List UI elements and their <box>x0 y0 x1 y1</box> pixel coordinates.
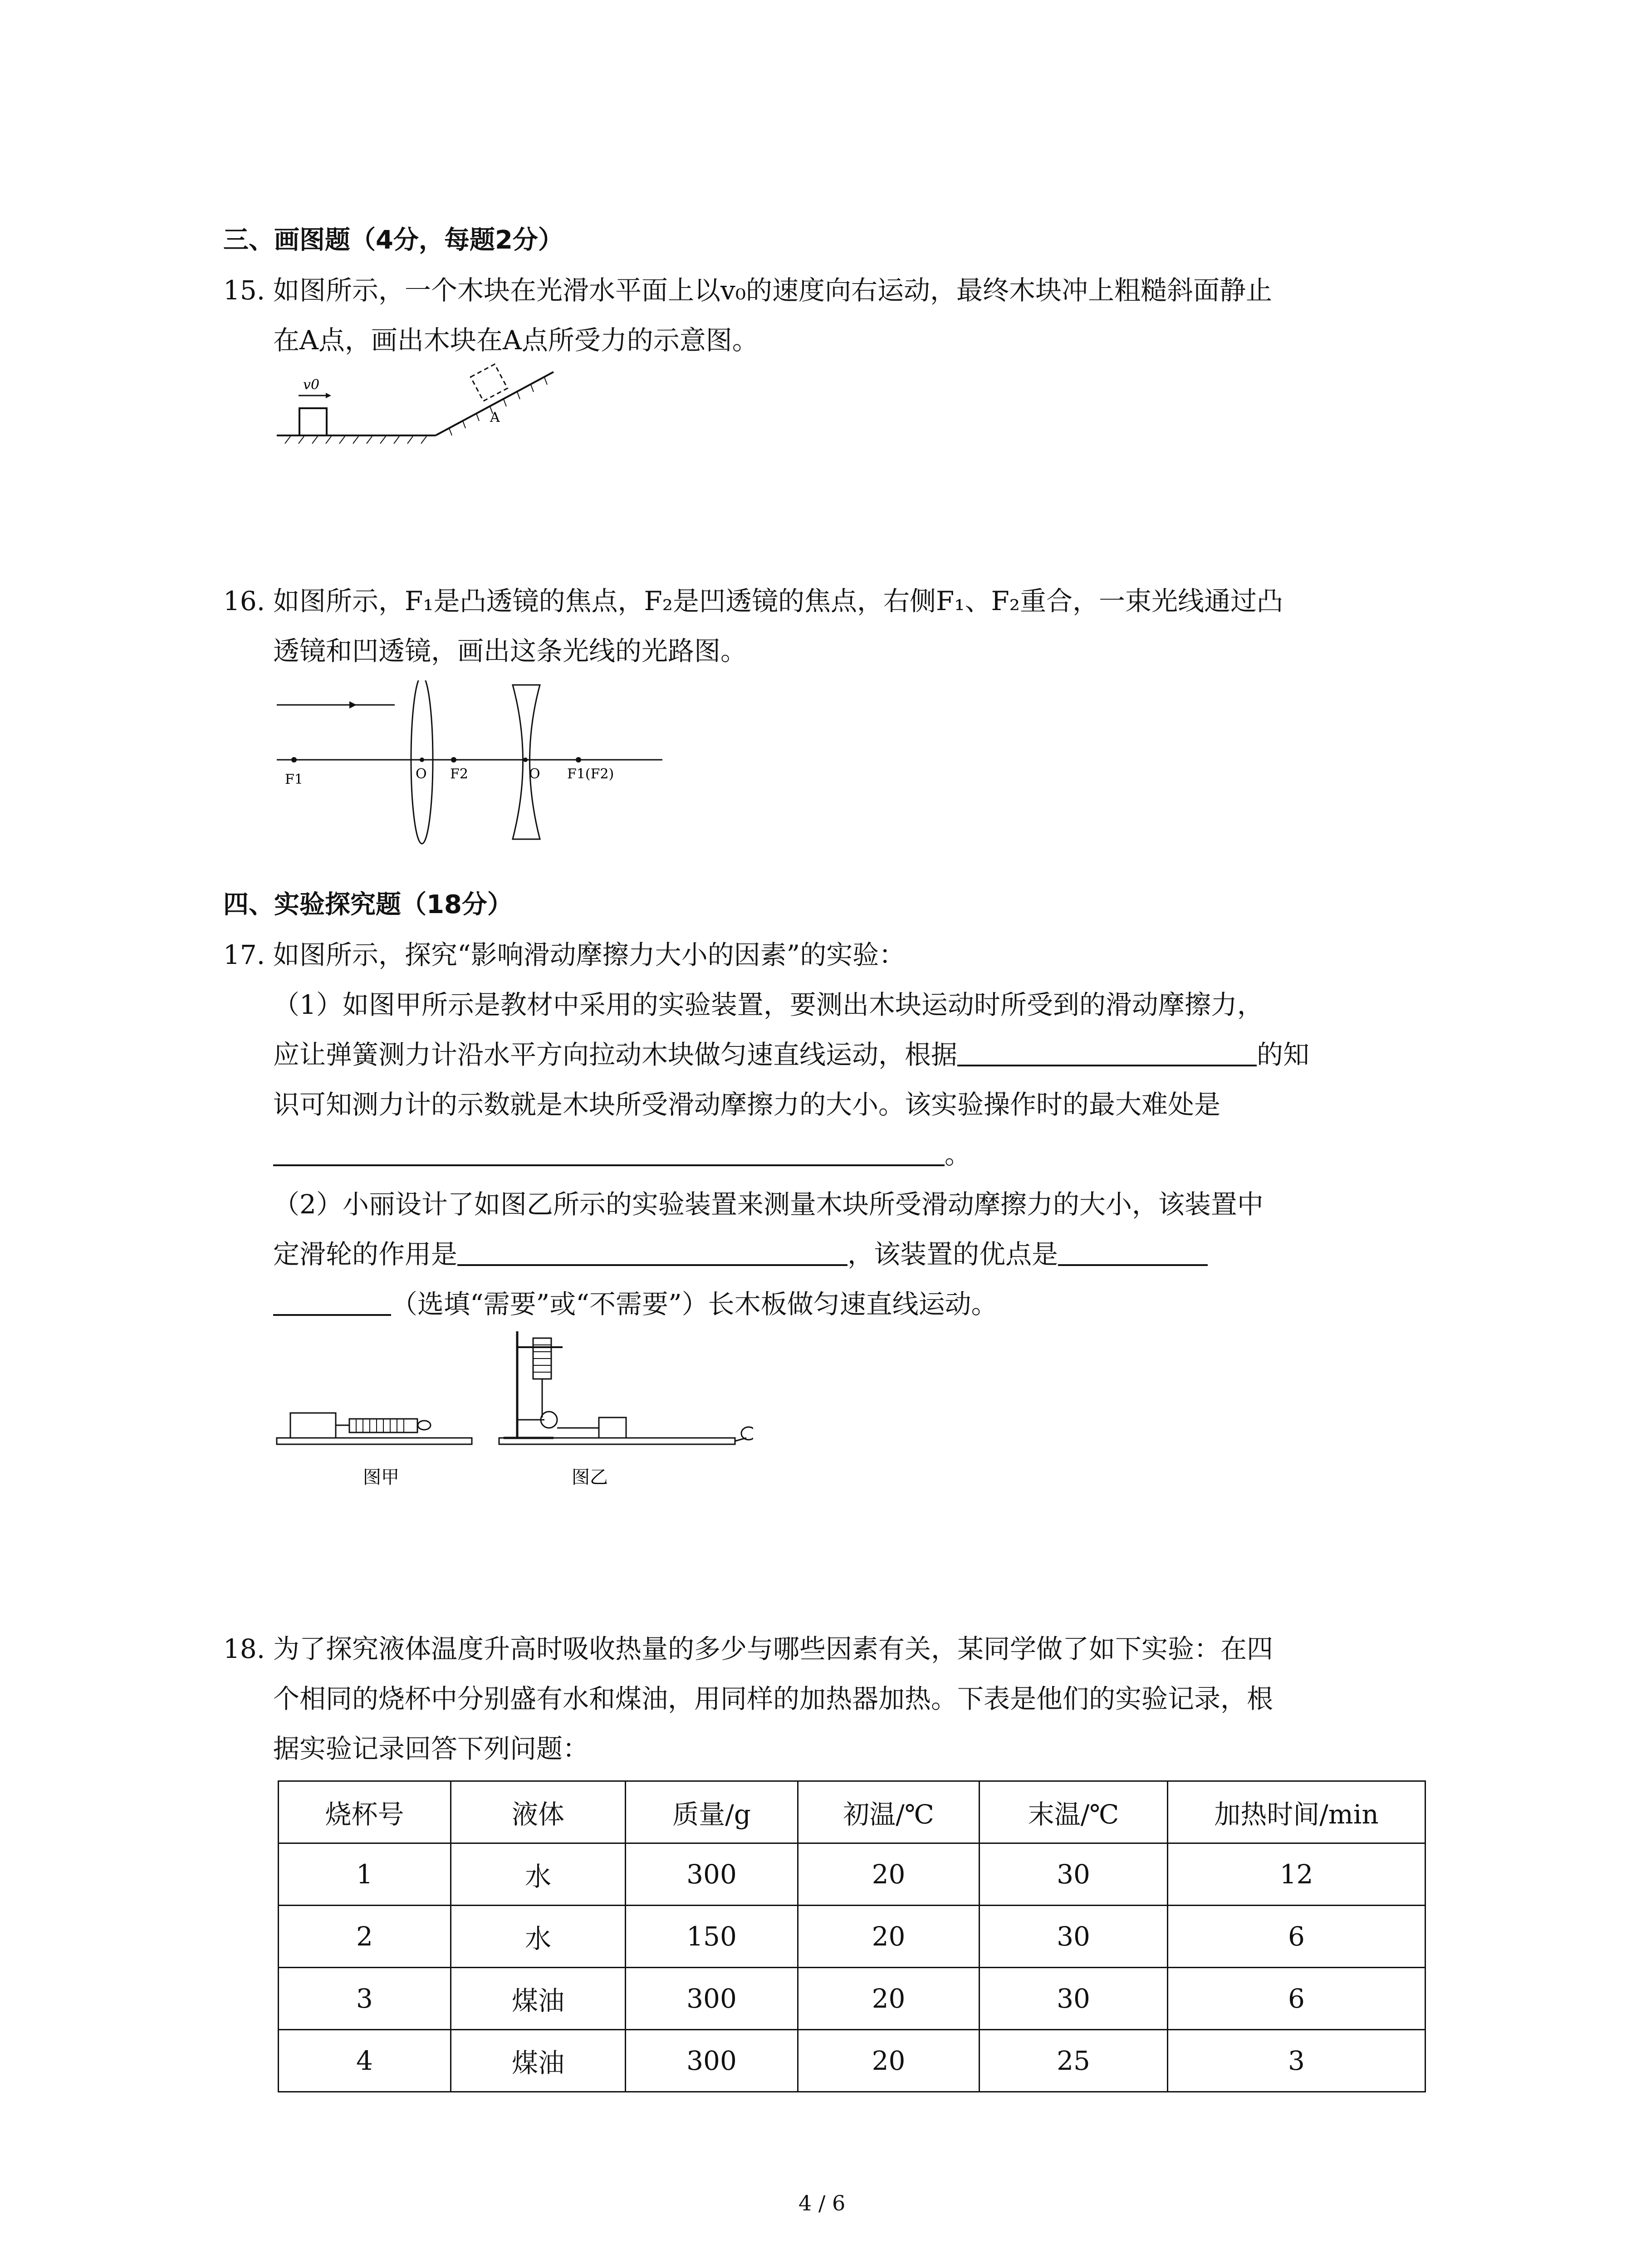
table-cell: 煤油 <box>451 2030 626 2092</box>
question-text-line: 识可知测力计的示数就是木块所受滑动摩擦力的大小。该实验操作时的最大难处是 <box>273 1089 1221 1120</box>
f1f2-label: F1(F2) <box>567 766 614 782</box>
column-header: 初温/℃ <box>798 1781 980 1843</box>
lens-diagram <box>272 680 681 853</box>
text-segment: 定滑轮的作用是 <box>273 1239 458 1270</box>
question-text-line: 如图所示，F₁是凸透镜的焦点，F₂是凹透镜的焦点，右侧F₁、F₂重合，一束光线通过凸 <box>273 586 1283 616</box>
table-cell: 水 <box>451 1843 626 1906</box>
table-cell: 水 <box>451 1906 626 1968</box>
table-cell: 4 <box>279 2030 451 2092</box>
table-cell: 12 <box>1168 1843 1425 1906</box>
table-cell: 6 <box>1168 1906 1425 1968</box>
block <box>299 408 327 435</box>
question-number: 16. <box>223 586 265 616</box>
point-a-label: A <box>490 410 500 425</box>
table-cell: 3 <box>279 1968 451 2030</box>
figure-yi <box>499 1331 753 1488</box>
answer-blank[interactable] <box>457 1239 847 1266</box>
o2-label: O <box>529 766 540 782</box>
figure-yi-caption: 图乙 <box>572 1467 608 1488</box>
table-cell: 20 <box>798 2030 980 2092</box>
question-text-line: 如图所示，一个木块在光滑水平面上以v₀的速度向右运动，最终木块冲上粗糙斜面静止 <box>273 275 1273 306</box>
question-text-line: 据实验记录回答下列问题： <box>273 1733 589 1764</box>
text-segment: 的知 <box>1257 1039 1310 1070</box>
ground-hatch <box>285 436 426 444</box>
board <box>277 1438 472 1444</box>
figure-jia-caption: 图甲 <box>363 1467 399 1488</box>
table-cell: 300 <box>626 1843 798 1906</box>
figure-jia <box>277 1413 472 1488</box>
column-header: 液体 <box>451 1781 626 1843</box>
question-text-line <box>273 1229 1208 1279</box>
table-cell: 1 <box>279 1843 451 1906</box>
question-text-line: 如图所示，探究“影响滑动摩擦力大小的因素”的实验： <box>273 939 906 970</box>
table-cell: 30 <box>980 1968 1168 2030</box>
table-cell: 30 <box>980 1843 1168 1906</box>
table-row <box>279 1968 1425 2030</box>
table-cell: 2 <box>279 1906 451 1968</box>
concave-lens <box>513 685 540 839</box>
dashed-block <box>470 364 507 401</box>
question-text-line: （1）如图甲所示是教材中采用的实验装置，要测出木块运动时所受到的滑动摩擦力， <box>273 989 1264 1020</box>
optical-center-point <box>523 758 528 762</box>
answer-blank[interactable] <box>273 1139 945 1166</box>
question-number: 15. <box>223 275 265 306</box>
table-cell: 25 <box>980 2030 1168 2092</box>
v0-label: v0 <box>303 377 320 393</box>
hand-icon <box>741 1427 753 1440</box>
focus-point <box>451 757 456 763</box>
table-cell: 300 <box>626 2030 798 2092</box>
f2-label: F2 <box>450 766 468 782</box>
question-text-line: 为了探究液体温度升高时吸收热量的多少与哪些因素有关，某同学做了如下实验：在四 <box>273 1633 1274 1664</box>
text-segment: （选填“需要”或“不需要”）长木板做匀速直线运动。 <box>391 1289 998 1320</box>
section4-title: 四、实验探究题（18分） <box>223 890 513 919</box>
question-text-line: 在A点，画出木块在A点所受力的示意图。 <box>273 325 759 356</box>
column-header: 烧杯号 <box>279 1781 451 1843</box>
question-text-line <box>273 1129 971 1179</box>
question-text-line <box>273 1279 998 1329</box>
column-header: 末温/℃ <box>980 1781 1168 1843</box>
question-number: 18. <box>223 1633 265 1664</box>
incline-line <box>436 372 554 435</box>
section3-title: 三、画图题（4分，每题2分） <box>223 225 563 255</box>
column-header: 质量/g <box>626 1781 798 1843</box>
table-cell: 20 <box>798 1906 980 1968</box>
incline-diagram <box>272 363 599 454</box>
question-17 <box>223 930 1471 1338</box>
text-segment: 应让弹簧测力计沿水平方向拉动木块做匀速直线运动，根据 <box>273 1039 958 1070</box>
table-cell: 150 <box>626 1906 798 1968</box>
question-text-line: 个相同的烧杯中分别盛有水和煤油，用同样的加热器加热。下表是他们的实验记录，根 <box>273 1683 1274 1714</box>
experiment-table <box>278 1780 1426 2092</box>
table-cell: 煤油 <box>451 1968 626 2030</box>
f1-left-label: F1 <box>285 772 303 787</box>
wood-block <box>599 1418 626 1438</box>
friction-apparatus-figure <box>272 1325 753 1506</box>
table-row <box>279 1843 1425 1906</box>
table-cell: 6 <box>1168 1968 1425 2030</box>
answer-blank[interactable] <box>273 1289 391 1316</box>
wood-block <box>290 1413 336 1438</box>
incline-hatch <box>449 377 547 435</box>
focus-point <box>291 757 297 763</box>
o1-label: O <box>416 766 427 782</box>
optical-center-point <box>420 758 424 762</box>
question-text-line <box>273 1030 1309 1080</box>
table-row <box>279 1906 1425 1968</box>
table-cell: 3 <box>1168 2030 1425 2092</box>
question-text-line: （2）小丽设计了如图乙所示的实验装置来测量木块所受滑动摩擦力的大小，该装置中 <box>273 1189 1264 1220</box>
text-segment: ，该装置的优点是 <box>847 1239 1058 1270</box>
table-cell: 20 <box>798 1968 980 2030</box>
page-number: 4 / 6 <box>798 2191 846 2215</box>
question-text-line: 透镜和凹透镜，画出这条光线的光路图。 <box>273 635 747 666</box>
column-header: 加热时间/min <box>1168 1781 1425 1843</box>
table-header-row <box>279 1781 1425 1843</box>
table-cell: 20 <box>798 1843 980 1906</box>
answer-blank[interactable] <box>957 1039 1257 1066</box>
table-cell: 300 <box>626 1968 798 2030</box>
table-cell: 30 <box>980 1906 1168 1968</box>
text-segment: 。 <box>945 1139 971 1170</box>
answer-blank[interactable] <box>1058 1239 1208 1266</box>
ray-arrow-icon <box>349 701 357 709</box>
table-row <box>279 2030 1425 2092</box>
focus-point <box>576 757 581 763</box>
question-number: 17. <box>223 939 265 970</box>
